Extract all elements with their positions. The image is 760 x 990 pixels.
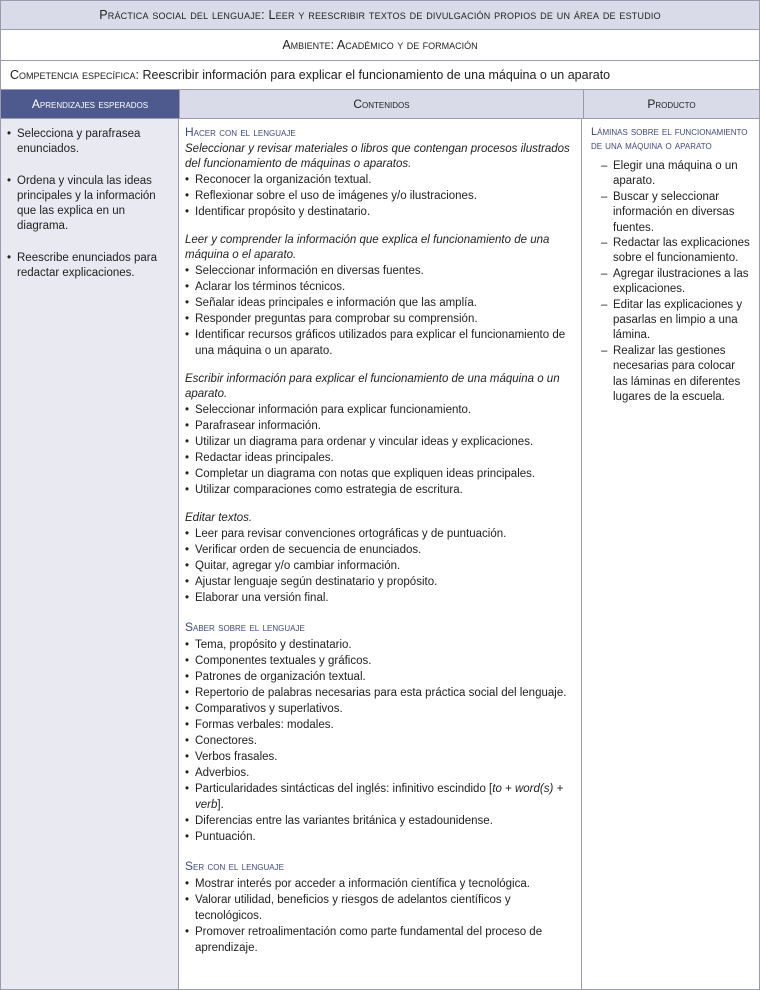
list-item: • Adverbios. (185, 765, 575, 781)
competencia-label: Competencia específica: (10, 68, 139, 82)
particularidades-text: Particularidades sintácticas del inglés: infinitivo escindido [ (195, 783, 493, 795)
group-intro: Escribir información para explicar el funcionamiento de una máquina o un aparato. (185, 373, 560, 400)
list-item: • Seleccionar información en diversas fuentes. (185, 263, 575, 279)
list-item: • Valorar utilidad, beneficios y riesgos de adelantos científicos y tecnológicos. (185, 892, 575, 924)
list-item: • Reconocer la organización textual. (185, 172, 575, 188)
list-item: • Verificar orden de secuencia de enunciados. (185, 542, 575, 558)
list-item: • Utilizar comparaciones como estrategia de escritura. (185, 482, 575, 498)
list-item: • Promover retroalimentación como parte fundamental del proceso de aprendizaje. (185, 924, 575, 956)
section-heading-ser: Ser con el lenguaje (185, 859, 284, 873)
list-item: • Ajustar lenguaje según destinatario y propósito. (185, 574, 575, 590)
ambiente-row: Ambiente: Académico y de formación (1, 30, 759, 61)
list-item: • Tema, propósito y destinatario. (185, 637, 575, 653)
list-item: • Formas verbales: modales. (185, 717, 575, 733)
list-item: • Comparativos y superlativos. (185, 701, 575, 717)
producto-heading: Láminas sobre el funcionamiento de una máquina o aparato (591, 126, 748, 152)
list-item: • Responder preguntas para comprobar su comprensión. (185, 311, 575, 327)
producto-column (582, 119, 759, 989)
section-heading-hacer: Hacer con el lenguaje (185, 125, 296, 139)
aprendizaje-item: • Selecciona y parafrasea enunciados. (7, 127, 172, 157)
producto-item: – Realizar las gestiones necesarias para colocar las láminas en diferentes lugares de la escuela. (601, 344, 751, 406)
group-intro: Seleccionar y revisar materiales o libros que contengan procesos ilustrados del funcionamiento de máquinas o aparatos. (185, 143, 570, 170)
list-item: • Elaborar una versión final. (185, 590, 575, 606)
list-item: • Leer para revisar convenciones ortográficas y de puntuación. (185, 526, 575, 542)
list-item: • Completar un diagrama con notas que expliquen ideas principales. (185, 466, 575, 482)
list-item: • Patrones de organización textual. (185, 669, 575, 685)
header-contenidos: Contenidos (180, 90, 584, 118)
list-item: • Repertorio de palabras necesarias para esta práctica social del lenguaje. (185, 685, 575, 701)
table-body (1, 119, 759, 989)
list-item: • Conectores. (185, 733, 575, 749)
list-item: • Mostrar interés por acceder a información científica y tecnológica. (185, 876, 575, 892)
competencia-row (1, 61, 759, 90)
list-item: • Diferencias entre las variantes británica y estadounidense. (185, 813, 575, 829)
group-intro: Leer y comprender la información que explica el funcionamiento de una máquina o el aparato. (185, 234, 550, 261)
list-item: • Identificar propósito y destinatario. (185, 204, 575, 220)
list-item: • Verbos frasales. (185, 749, 575, 765)
list-item: • Identificar recursos gráficos utilizados para explicar el funcionamiento de una máquina o un aparato. (185, 327, 575, 359)
header-producto: Producto (584, 90, 759, 118)
list-item: • Aclarar los términos técnicos. (185, 279, 575, 295)
producto-item: – Editar las explicaciones y pasarlas en limpio a una lámina. (601, 298, 751, 344)
list-item: • Redactar ideas principales. (185, 450, 575, 466)
list-item: • Señalar ideas principales e información que las amplía. (185, 295, 575, 311)
list-item-particularidades (185, 781, 575, 813)
producto-item: – Redactar las explicaciones sobre el funcionamiento. (601, 236, 751, 267)
aprendizaje-item: • Ordena y vincula las ideas principales y la información que las explica en un diagrama. (7, 174, 172, 234)
particularidades-formula: to + word(s) + verb (195, 783, 564, 811)
producto-item: – Buscar y seleccionar información en diversas fuentes. (601, 190, 751, 236)
list-item: • Parafrasear información. (185, 418, 575, 434)
list-item: • Quitar, agregar y/o cambiar información. (185, 558, 575, 574)
contenidos-column (179, 119, 582, 989)
competencia-text: Reescribir información para explicar el funcionamiento de una máquina o un aparato (142, 68, 611, 82)
list-item: • Puntuación. (185, 829, 575, 845)
list-item: • Reflexionar sobre el uso de imágenes y/o ilustraciones. (185, 188, 575, 204)
list-item: • Seleccionar información para explicar funcionamiento. (185, 402, 575, 418)
producto-item: – Agregar ilustraciones a las explicaciones. (601, 267, 751, 298)
column-headers (1, 90, 759, 119)
page-title: Práctica social del lenguaje: Leer y reescribir textos de divulgación propios de un área de estudio (1, 1, 759, 30)
aprendizaje-item: • Reescribe enunciados para redactar explicaciones. (7, 251, 172, 281)
section-heading-saber: Saber sobre el lenguaje (185, 620, 305, 634)
particularidades-end: ]. (217, 799, 224, 811)
list-item: • Componentes textuales y gráficos. (185, 653, 575, 669)
aprendizajes-column (1, 119, 179, 989)
group-intro: Editar textos. (185, 512, 253, 524)
producto-item: – Elegir una máquina o un aparato. (601, 159, 751, 190)
list-item: • Utilizar un diagrama para ordenar y vincular ideas y explicaciones. (185, 434, 575, 450)
header-aprendizajes: Aprendizajes esperados (1, 90, 180, 118)
